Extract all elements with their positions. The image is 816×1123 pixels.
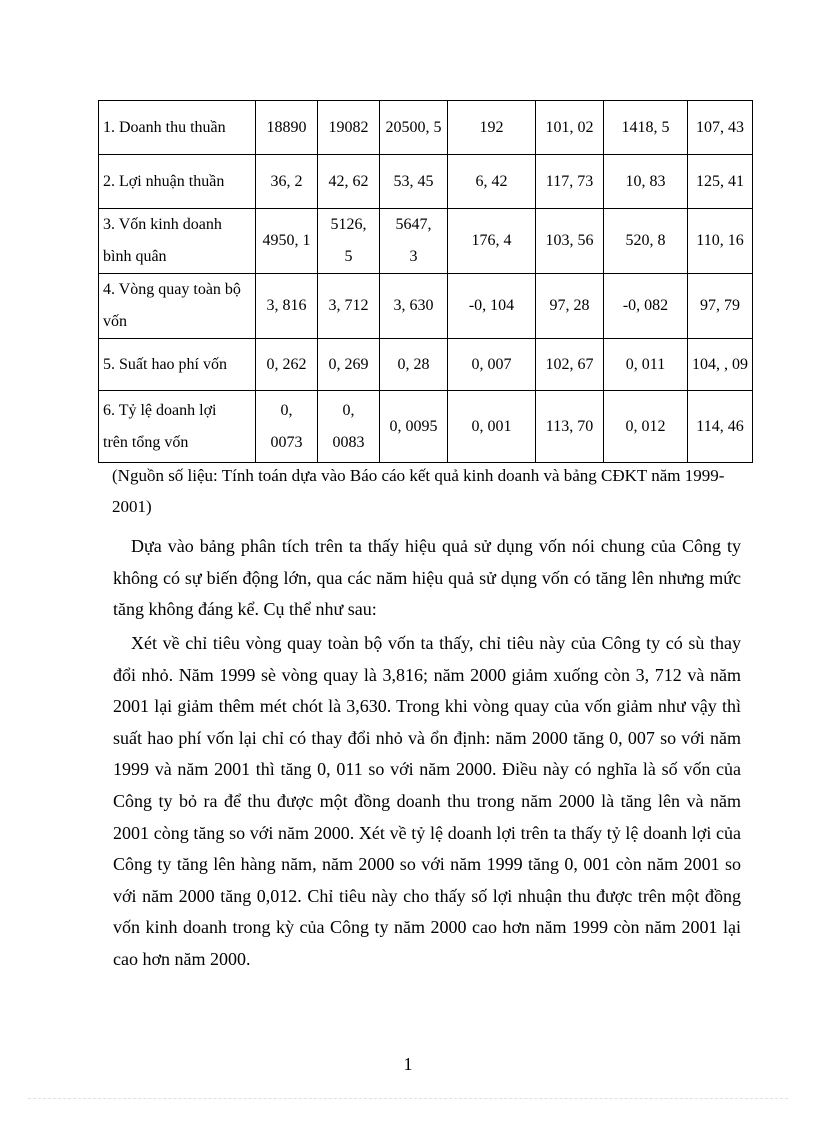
value-cell: 103, 56 xyxy=(536,209,604,274)
value-cell: 107, 43 xyxy=(688,101,753,155)
row-label-cell: 6. Tỷ lệ doanh lợi trên tổng vốn xyxy=(99,391,256,463)
table-row xyxy=(99,155,753,209)
value-cell: 0, 28 xyxy=(380,339,448,391)
table-row xyxy=(99,391,753,463)
source-note: (Nguồn số liệu: Tính toán dựa vào Báo cáo kết quả kinh doanh và bảng CĐKT năm 1999-2001) xyxy=(112,466,725,516)
value-cell: 117, 73 xyxy=(536,155,604,209)
value-cell: 3, 816 xyxy=(256,274,318,339)
value-cell: 0, 0073 xyxy=(256,391,318,463)
value-cell: 5126, 5 xyxy=(318,209,380,274)
table-row xyxy=(99,339,753,391)
value-cell: 113, 70 xyxy=(536,391,604,463)
value-cell: -0, 104 xyxy=(448,274,536,339)
value-cell: 10, 83 xyxy=(604,155,688,209)
value-cell: 0, 269 xyxy=(318,339,380,391)
value-cell: 0, 001 xyxy=(448,391,536,463)
row-label-cell: 5. Suất hao phí vốn xyxy=(99,339,256,391)
value-cell: 3, 630 xyxy=(380,274,448,339)
value-cell: 6, 42 xyxy=(448,155,536,209)
value-cell: 18890 xyxy=(256,101,318,155)
value-cell: 19082 xyxy=(318,101,380,155)
value-cell: 114, 46 xyxy=(688,391,753,463)
value-cell: 1418, 5 xyxy=(604,101,688,155)
value-cell: 0, 262 xyxy=(256,339,318,391)
page-bottom-rule xyxy=(28,1098,788,1099)
value-cell: 42, 62 xyxy=(318,155,380,209)
value-cell: 0, 011 xyxy=(604,339,688,391)
value-cell: 104, , 09 xyxy=(688,339,753,391)
value-cell: 125, 41 xyxy=(688,155,753,209)
row-label-cell: 2. Lợi nhuận thuần xyxy=(99,155,256,209)
value-cell: 5647, 3 xyxy=(380,209,448,274)
value-cell: 0, 0095 xyxy=(380,391,448,463)
analysis-table xyxy=(98,100,753,463)
table-body xyxy=(99,101,753,463)
value-cell: 0, 012 xyxy=(604,391,688,463)
value-cell: 20500, 5 xyxy=(380,101,448,155)
value-cell: 97, 28 xyxy=(536,274,604,339)
value-cell: 102, 67 xyxy=(536,339,604,391)
row-label-cell: 3. Vốn kinh doanh bình quân xyxy=(99,209,256,274)
value-cell: 192 xyxy=(448,101,536,155)
table-row xyxy=(99,274,753,339)
row-label-cell: 4. Vòng quay toàn bộ vốn xyxy=(99,274,256,339)
paragraph-2: Xét về chỉ tiêu vòng quay toàn bộ vốn ta thấy, chỉ tiêu này của Công ty có sù thay đổi nhỏ. Năm 1999 sè vòng quay là 3,816; năm 2000 giảm xuống còn 3, 712 và năm 2001 lại giảm thêm mét chót là 3,630. Trong khi vòng quay của vốn giảm như vậy thì suất hao phí vốn lại chỉ có thay đổi nhỏ và ổn định: năm 2000 tăng 0, 007 so với năm 1999 và năm 2001 thì tăng 0, 011 so với năm 2000. Điều này có nghĩa là số vốn của Công ty bỏ ra để thu được một đồng doanh thu trong năm 2000 là tăng lên và năm 2001 còng tăng so với năm 2000. Xét về tỷ lệ doanh lợi trên ta thấy tỷ lệ doanh lợi của Công ty tăng lên hàng năm, năm 2000 so với năm 1999 tăng 0, 001 còn năm 2001 so với năm 2000 tăng 0,012. Chỉ tiêu này cho thấy số lợi nhuận thu được trên một đồng vốn kinh doanh trong kỳ của Công ty năm 2000 cao hơn năm 1999 còn năm 2001 lại cao hơn năm 2000. xyxy=(113,633,741,969)
page-number: 1 xyxy=(403,1054,413,1074)
value-cell: -0, 082 xyxy=(604,274,688,339)
value-cell: 110, 16 xyxy=(688,209,753,274)
value-cell: 36, 2 xyxy=(256,155,318,209)
value-cell: 3, 712 xyxy=(318,274,380,339)
value-cell: 520, 8 xyxy=(604,209,688,274)
table-row xyxy=(99,101,753,155)
table-row xyxy=(99,209,753,274)
paragraph-1: Dựa vào bảng phân tích trên ta thấy hiệu quả sử dụng vốn nói chung của Công ty không có sự biến động lớn, qua các năm hiệu quả sử dụng vốn có tăng lên nhưng mức tăng không đáng kể. Cụ thể như sau: xyxy=(113,536,741,620)
value-cell: 53, 45 xyxy=(380,155,448,209)
row-label-cell: 1. Doanh thu thuần xyxy=(99,101,256,155)
value-cell: 4950, 1 xyxy=(256,209,318,274)
value-cell: 0, 0083 xyxy=(318,391,380,463)
value-cell: 101, 02 xyxy=(536,101,604,155)
value-cell: 176, 4 xyxy=(448,209,536,274)
value-cell: 0, 007 xyxy=(448,339,536,391)
value-cell: 97, 79 xyxy=(688,274,753,339)
